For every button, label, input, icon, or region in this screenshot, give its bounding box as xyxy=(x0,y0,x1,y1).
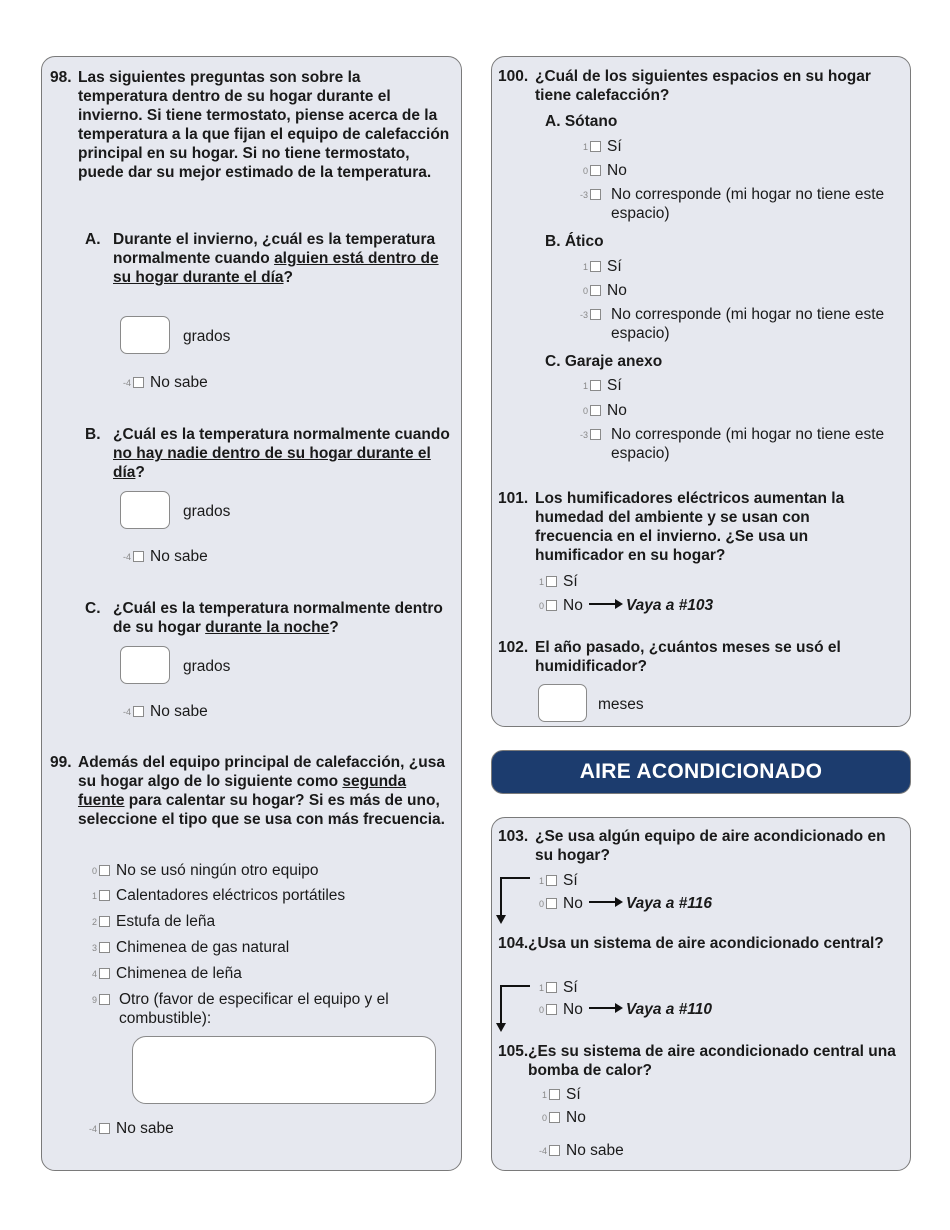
checkbox[interactable] xyxy=(99,1123,110,1134)
checkbox[interactable] xyxy=(546,898,557,909)
q100c-no[interactable]: 0 No xyxy=(582,402,627,419)
q105-yes[interactable]: 1 Sí xyxy=(541,1086,581,1103)
q98a-letter: A. xyxy=(85,231,101,248)
q98c-text: ¿Cuál es la temperatura normalmente dentro de su hogar durante la noche? xyxy=(113,600,443,636)
checkbox[interactable] xyxy=(549,1145,560,1156)
checkbox[interactable] xyxy=(133,706,144,717)
q100c-title: C. Garaje anexo xyxy=(545,353,663,370)
q98b-letter: B. xyxy=(85,426,101,443)
q104-yes[interactable]: 1 Sí xyxy=(538,979,578,996)
q102-number: 102. xyxy=(498,639,529,656)
q103-skip-arrowhead-icon xyxy=(496,915,506,924)
q100-text: ¿Cuál de los siguientes espacios en su hogar tiene calefacción? xyxy=(535,68,871,104)
q105-number: 105. xyxy=(498,1043,529,1060)
q99-text: Además del equipo principal de calefacción, ¿usa su hogar algo de lo siguiente como segunda fuente para calentar su hogar? Si es más de uno, seleccione el tipo que se usa con más frecuencia. xyxy=(78,754,445,828)
q104-no[interactable]: 0 No Vaya a #110 xyxy=(538,1001,713,1018)
checkbox[interactable] xyxy=(99,942,110,953)
checkbox[interactable] xyxy=(549,1089,560,1100)
checkbox[interactable] xyxy=(590,261,601,272)
skip-arrow-icon xyxy=(589,1003,623,1013)
q99-option-9[interactable]: 9 xyxy=(85,990,116,1010)
checkbox[interactable] xyxy=(590,285,601,296)
q98b-underlined: no hay nadie dentro de su hogar durante el día xyxy=(113,445,431,481)
checkbox[interactable] xyxy=(549,1112,560,1123)
q98b-temperature-input[interactable] xyxy=(120,491,170,529)
q100c-na-label: No corresponde (mi hogar no tiene este espacio) xyxy=(611,426,885,462)
q100a-no[interactable]: 0 No xyxy=(582,162,627,179)
q98a-unit-label: grados xyxy=(183,328,231,345)
checkbox[interactable] xyxy=(99,994,110,1005)
checkbox[interactable] xyxy=(590,165,601,176)
q100c-na[interactable]: -3 xyxy=(576,425,607,445)
q102-months-input[interactable] xyxy=(538,684,587,722)
section-banner: AIRE ACONDICIONADO xyxy=(491,750,911,794)
q100-number: 100. xyxy=(498,68,529,85)
checkbox[interactable] xyxy=(546,600,557,611)
q98c-letter: C. xyxy=(85,600,101,617)
q101-text: Los humificadores eléctricos aumentan la humedad del ambiente y se usan con frecuencia en el invierno. ¿Se usa un humificador en su hogar? xyxy=(535,490,845,564)
q99-option-3[interactable]: 3 Chimenea de gas natural xyxy=(91,939,290,956)
checkbox[interactable] xyxy=(546,982,557,993)
checkbox[interactable] xyxy=(99,916,110,927)
q98-number: 98. xyxy=(50,69,72,86)
checkbox[interactable] xyxy=(99,968,110,979)
q102-unit-label: meses xyxy=(598,696,644,713)
q99-option-2[interactable]: 2 Estufa de leña xyxy=(91,913,216,930)
q101-no[interactable]: 0 No Vaya a #103 xyxy=(538,597,714,614)
q99-underlined: segunda fuente xyxy=(78,773,407,809)
q98c-no-sabe[interactable]: -4 No sabe xyxy=(122,703,208,720)
q100b-yes[interactable]: 1 Sí xyxy=(582,258,622,275)
q104-text: ¿Usa un sistema de aire acondicionado central? xyxy=(528,935,884,952)
checkbox[interactable] xyxy=(590,429,601,440)
q104-number: 104. xyxy=(498,935,529,952)
q99-no-sabe[interactable]: -4 No sabe xyxy=(88,1120,174,1137)
q100a-na-label: No corresponde (mi hogar no tiene este espacio) xyxy=(611,186,885,222)
q99-option-1[interactable]: 1 Calentadores eléctricos portátiles xyxy=(91,887,346,904)
checkbox[interactable] xyxy=(99,865,110,876)
q98a-no-sabe[interactable]: -4 No sabe xyxy=(122,374,208,391)
checkbox[interactable] xyxy=(590,141,601,152)
q99-other-specify-input[interactable] xyxy=(132,1036,436,1104)
q104-skip-line-v xyxy=(500,985,502,1025)
q104-goto: Vaya a #110 xyxy=(625,1001,713,1018)
q99-option-0[interactable]: 0 No se usó ningún otro equipo xyxy=(91,862,319,879)
q99-option-9-label: Otro (favor de especificar el equipo y el combustible): xyxy=(119,991,389,1027)
q100a-yes[interactable]: 1 Sí xyxy=(582,138,622,155)
q105-no-sabe[interactable]: -4 No sabe xyxy=(538,1142,624,1159)
q103-skip-line-v xyxy=(500,877,502,917)
checkbox[interactable] xyxy=(590,405,601,416)
q98c-underlined: durante la noche xyxy=(205,619,330,636)
q101-number: 101. xyxy=(498,490,529,507)
q100b-na[interactable]: -3 xyxy=(576,305,607,325)
q98b-text: ¿Cuál es la temperatura normalmente cuando no hay nadie dentro de su hogar durante el día? xyxy=(113,426,450,481)
q102-text: El año pasado, ¿cuántos meses se usó el humidificador? xyxy=(535,639,841,675)
q103-yes[interactable]: 1 Sí xyxy=(538,872,578,889)
q98b-unit-label: grados xyxy=(183,503,231,520)
right-top-panel xyxy=(491,56,911,727)
q103-number: 103. xyxy=(498,828,529,845)
checkbox[interactable] xyxy=(546,576,557,587)
q100b-title: B. Ático xyxy=(545,233,604,250)
checkbox[interactable] xyxy=(546,875,557,886)
q103-goto: Vaya a #116 xyxy=(625,895,713,912)
q98a-underlined: alguien está dentro de su hogar durante el día xyxy=(113,250,439,286)
q105-text: ¿Es su sistema de aire acondicionado central una bomba de calor? xyxy=(528,1043,896,1079)
q100b-na-label: No corresponde (mi hogar no tiene este espacio) xyxy=(611,306,885,342)
q104-skip-line-h xyxy=(500,985,530,987)
q103-text: ¿Se usa algún equipo de aire acondicionado en su hogar? xyxy=(535,828,886,864)
q100c-yes[interactable]: 1 Sí xyxy=(582,377,622,394)
q99-option-4[interactable]: 4 Chimenea de leña xyxy=(91,965,242,982)
q101-goto: Vaya a #103 xyxy=(625,597,714,614)
q103-skip-line-h xyxy=(500,877,530,879)
q99-number: 99. xyxy=(50,754,72,771)
q101-yes[interactable]: 1 Sí xyxy=(538,573,578,590)
skip-arrow-icon xyxy=(589,897,623,907)
q98c-temperature-input[interactable] xyxy=(120,646,170,684)
q98c-unit-label: grados xyxy=(183,658,231,675)
q100a-title: A. Sótano xyxy=(545,113,618,130)
q98b-no-sabe[interactable]: -4 No sabe xyxy=(122,548,208,565)
checkbox[interactable] xyxy=(133,377,144,388)
q105-no[interactable]: 0 No xyxy=(541,1109,586,1126)
q100a-na[interactable]: -3 xyxy=(576,185,607,205)
q103-no[interactable]: 0 No Vaya a #116 xyxy=(538,895,713,912)
checkbox[interactable] xyxy=(546,1004,557,1015)
q98-text: Las siguientes preguntas son sobre la temperatura dentro de su hogar durante el invierno. Si tiene termostato, piense acerca de la temperatura a la que fijan el equipo de calefacción principal en su hogar. Si no tiene termostato, puede dar su mejor estimado de la temperatura. xyxy=(78,69,450,181)
q100b-no[interactable]: 0 No xyxy=(582,282,627,299)
skip-arrow-icon xyxy=(589,599,623,609)
checkbox[interactable] xyxy=(590,189,601,200)
checkbox[interactable] xyxy=(133,551,144,562)
q98a-temperature-input[interactable] xyxy=(120,316,170,354)
checkbox[interactable] xyxy=(590,380,601,391)
q104-skip-arrowhead-icon xyxy=(496,1023,506,1032)
checkbox[interactable] xyxy=(99,890,110,901)
q98a-text: Durante el invierno, ¿cuál es la temperatura normalmente cuando alguien está dentro de su hogar durante el día? xyxy=(113,231,439,286)
checkbox[interactable] xyxy=(590,309,601,320)
